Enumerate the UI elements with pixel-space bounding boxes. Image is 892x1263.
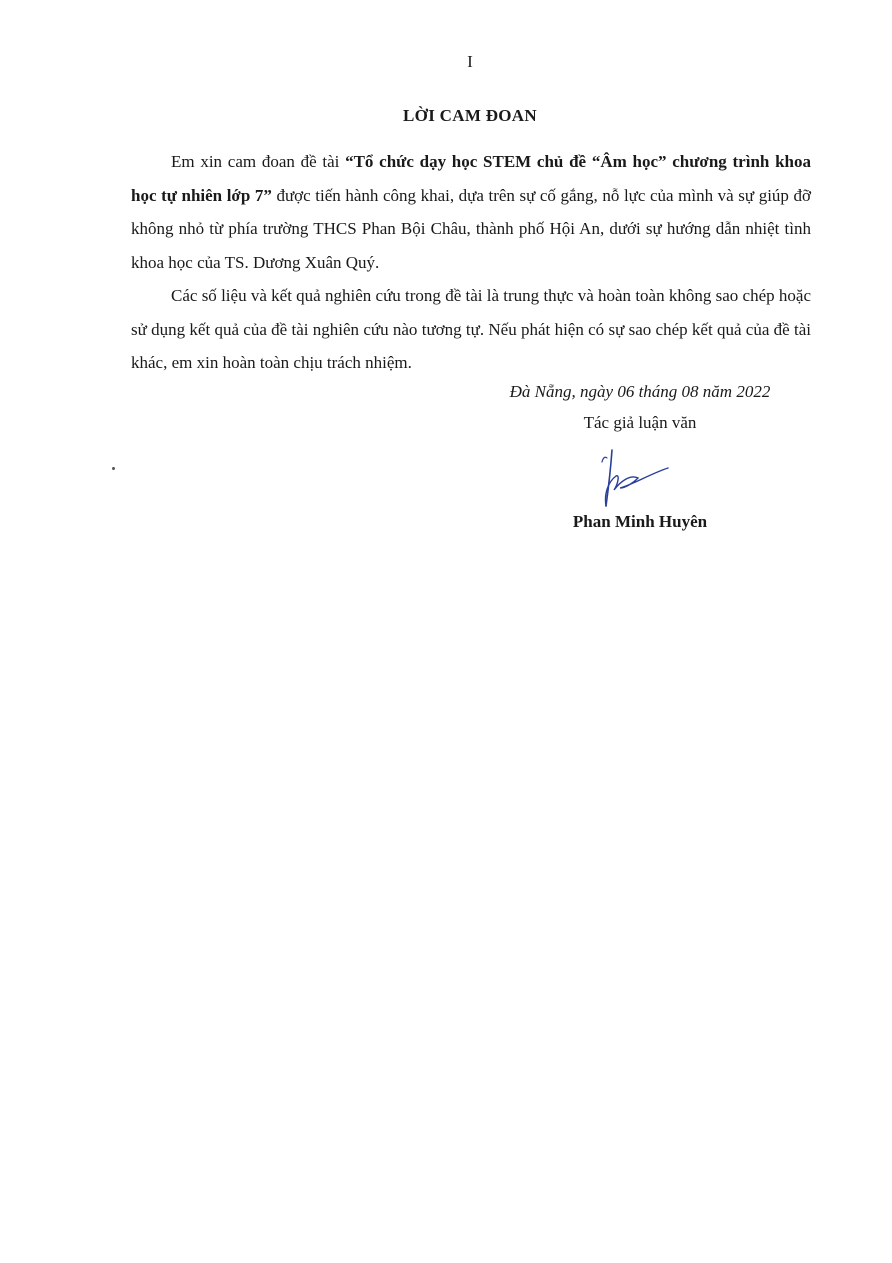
scan-speck xyxy=(112,467,115,470)
paragraph-1-rest: được tiến hành công khai, dựa trên sự cố gắng, nỗ lực của mình và sự giúp đỡ không nhỏ từ phía trường THCS Phan Bội Châu, thành phố Hội An, dưới sự hướng dẫn nhiệt tình khoa học của TS. Dương Xuân Quý. xyxy=(131,185,811,272)
page-number: I xyxy=(467,52,473,71)
document-title: LỜI CAM ĐOAN xyxy=(403,106,537,125)
signature xyxy=(590,444,680,512)
declaration-paragraph-2: Các số liệu và kết quả nghiên cứu trong đề tài là trung thực và hoàn toàn không sao chép hoặc sử dụng kết quả của đề tài nghiên cứu nào tương tự. Nếu phát hiện có sự sao chép kết quả của đề tài khác, em xin hoàn toàn chịu trách nhiệm. xyxy=(131,286,811,372)
thesis-topic: “Tổ chức dạy học STEM chủ đề “Âm học” chương trình khoa học tự nhiên lớp 7” xyxy=(131,152,811,205)
declaration-body xyxy=(131,145,811,380)
author-title: Tác giả luận văn xyxy=(583,413,697,432)
signature-stroke-2 xyxy=(605,468,668,506)
date-line: Đà Nẵng, ngày 06 tháng 08 năm 2022 xyxy=(509,382,771,401)
paragraph-1-intro: Em xin cam đoan đề tài xyxy=(171,152,346,171)
signature-stroke-3 xyxy=(602,457,607,462)
author-name: Phan Minh Huyên xyxy=(572,512,708,531)
declaration-paragraph-1 xyxy=(131,145,811,279)
